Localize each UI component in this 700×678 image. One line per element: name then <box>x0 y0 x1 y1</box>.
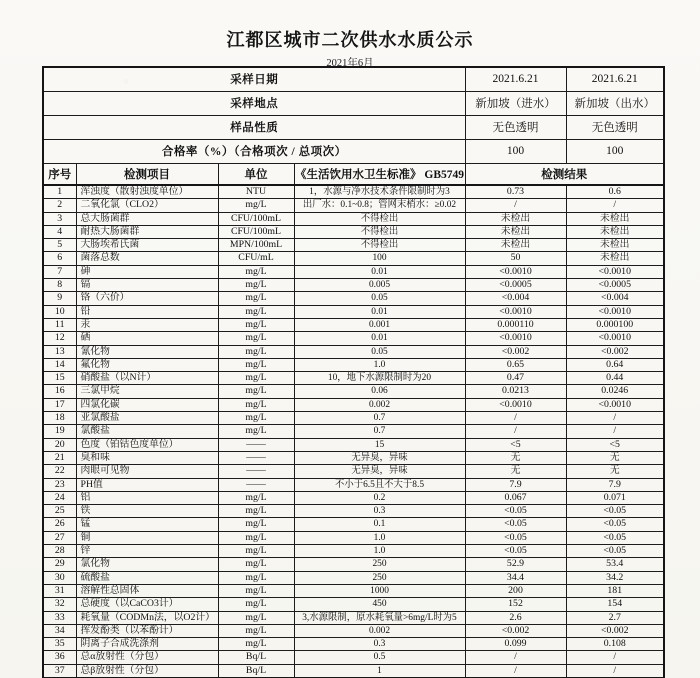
table-row <box>43 584 664 597</box>
cell-standard: 0.01 <box>294 332 465 345</box>
cell-outlet: / <box>566 199 664 212</box>
cell-no: 32 <box>43 598 76 611</box>
sample-nature-outlet: 无色透明 <box>566 115 664 139</box>
cell-standard: 1.0 <box>294 358 465 371</box>
cell-unit: mg/L <box>218 425 294 438</box>
table-row <box>43 412 664 425</box>
cell-outlet: 154 <box>566 598 664 611</box>
cell-standard: 15 <box>294 438 465 451</box>
cell-unit: mg/L <box>218 531 294 544</box>
cell-outlet: 未检出 <box>566 225 664 238</box>
cell-no: 11 <box>43 318 76 331</box>
cell-unit: NTU <box>218 185 294 199</box>
cell-standard: 0.06 <box>294 385 465 398</box>
table-row <box>43 398 664 411</box>
table-row <box>43 212 664 225</box>
cell-item: 二氧化氯（CLO2） <box>76 199 218 212</box>
cell-inlet: <0.05 <box>465 545 566 558</box>
cell-standard: 250 <box>294 571 465 584</box>
cell-no: 37 <box>43 664 76 678</box>
table-row <box>43 545 664 558</box>
cell-inlet: 未检出 <box>465 212 566 225</box>
table-row <box>43 611 664 624</box>
cell-outlet: / <box>566 664 664 678</box>
cell-item: 氯酸盐 <box>76 425 218 438</box>
cell-outlet: 53.4 <box>566 558 664 571</box>
cell-outlet: 181 <box>566 584 664 597</box>
cell-no: 29 <box>43 558 76 571</box>
table-row <box>43 358 664 371</box>
cell-standard: 出厂水：0.1~0.8；管网末梢水：≥0.02 <box>294 199 465 212</box>
cell-no: 9 <box>43 292 76 305</box>
cell-item: 砷 <box>76 265 218 278</box>
cell-no: 15 <box>43 372 76 385</box>
cell-no: 19 <box>43 425 76 438</box>
cell-item: 硫酸盐 <box>76 571 218 584</box>
cell-outlet: <0.0005 <box>566 279 664 292</box>
table-row <box>43 265 664 278</box>
cell-outlet: <0.002 <box>566 345 664 358</box>
cell-item: 耐热大肠菌群 <box>76 225 218 238</box>
sample-nature-inlet: 无色透明 <box>465 115 566 139</box>
cell-inlet: 0.0213 <box>465 385 566 398</box>
cell-standard: 10，地下水源限制时为20 <box>294 372 465 385</box>
cell-standard: 不小于6.5且不大于8.5 <box>294 478 465 491</box>
table-row <box>43 239 664 252</box>
cell-unit: mg/L <box>218 505 294 518</box>
cell-item: 硝酸盐（以N计） <box>76 372 218 385</box>
cell-no: 1 <box>43 185 76 199</box>
cell-unit: mg/L <box>218 638 294 651</box>
table-row <box>43 518 664 531</box>
cell-unit: mg/L <box>218 412 294 425</box>
cell-unit: mg/L <box>218 398 294 411</box>
cell-item: 阴离子合成洗涤剂 <box>76 638 218 651</box>
cell-standard: 0.002 <box>294 624 465 637</box>
cell-item: 三氯甲烷 <box>76 385 218 398</box>
sampling-date-label: 采样日期 <box>43 67 465 91</box>
cell-unit: mg/L <box>218 598 294 611</box>
cell-unit: mg/L <box>218 571 294 584</box>
cell-unit: —— <box>218 451 294 464</box>
cell-outlet: 未检出 <box>566 239 664 252</box>
cell-item: 铜 <box>76 531 218 544</box>
cell-no: 21 <box>43 451 76 464</box>
cell-outlet: <0.05 <box>566 518 664 531</box>
cell-standard: 1000 <box>294 584 465 597</box>
cell-item: 肉眼可见物 <box>76 465 218 478</box>
cell-inlet: / <box>465 664 566 678</box>
cell-no: 35 <box>43 638 76 651</box>
cell-no: 23 <box>43 478 76 491</box>
cell-standard: 3,水源限制，原水耗氧量>6mg/L时为5 <box>294 611 465 624</box>
cell-item: 锌 <box>76 545 218 558</box>
water-quality-table <box>42 66 665 678</box>
table-row <box>43 638 664 651</box>
table-row <box>43 345 664 358</box>
cell-standard: 无异臭，异味 <box>294 451 465 464</box>
table-row <box>43 332 664 345</box>
cell-inlet: 52.9 <box>465 558 566 571</box>
pass-rate-label: 合格率（%）（合格项次 / 总项次） <box>43 139 465 163</box>
cell-unit: mg/L <box>218 265 294 278</box>
cell-inlet: / <box>465 651 566 664</box>
pass-rate-row <box>43 139 664 163</box>
cell-inlet: <0.002 <box>465 345 566 358</box>
cell-unit: Bq/L <box>218 664 294 678</box>
column-header-item: 检测项目 <box>76 163 218 185</box>
cell-no: 7 <box>43 265 76 278</box>
cell-item: 铅 <box>76 305 218 318</box>
cell-no: 8 <box>43 279 76 292</box>
cell-inlet: 未检出 <box>465 225 566 238</box>
cell-inlet: 0.65 <box>465 358 566 371</box>
sampling-date-outlet: 2021.6.21 <box>566 67 664 91</box>
cell-outlet: 未检出 <box>566 212 664 225</box>
table-row <box>43 318 664 331</box>
cell-item: 铬（六价） <box>76 292 218 305</box>
cell-outlet: 0.108 <box>566 638 664 651</box>
cell-no: 20 <box>43 438 76 451</box>
cell-inlet: <0.004 <box>465 292 566 305</box>
cell-inlet: 34.4 <box>465 571 566 584</box>
cell-outlet: 34.2 <box>566 571 664 584</box>
cell-inlet: / <box>465 412 566 425</box>
table-row <box>43 531 664 544</box>
cell-standard: 无异臭，异味 <box>294 465 465 478</box>
cell-no: 24 <box>43 491 76 504</box>
cell-item: 锰 <box>76 518 218 531</box>
sampling-location-row <box>43 91 664 115</box>
cell-no: 6 <box>43 252 76 265</box>
cell-no: 4 <box>43 225 76 238</box>
cell-unit: mg/L <box>218 624 294 637</box>
cell-unit: mg/L <box>218 372 294 385</box>
cell-outlet: <0.0010 <box>566 398 664 411</box>
cell-no: 34 <box>43 624 76 637</box>
sample-nature-row <box>43 115 664 139</box>
table-row <box>43 385 664 398</box>
cell-standard: 1.0 <box>294 545 465 558</box>
pass-rate-outlet: 100 <box>566 139 664 163</box>
cell-standard: 0.5 <box>294 651 465 664</box>
cell-no: 27 <box>43 531 76 544</box>
cell-item: PH值 <box>76 478 218 491</box>
cell-inlet: <0.0010 <box>465 305 566 318</box>
cell-unit: mg/L <box>218 279 294 292</box>
table-row <box>43 558 664 571</box>
cell-item: 硒 <box>76 332 218 345</box>
column-header-standard: 《生活饮用水卫生标准》 GB5749 <box>294 163 465 185</box>
cell-outlet: 0.071 <box>566 491 664 504</box>
table-row <box>43 571 664 584</box>
cell-standard: 0.01 <box>294 265 465 278</box>
cell-outlet: / <box>566 412 664 425</box>
cell-no: 36 <box>43 651 76 664</box>
cell-standard: 1，水源与净水技术条件限制时为3 <box>294 185 465 199</box>
cell-outlet: 2.7 <box>566 611 664 624</box>
table-row <box>43 199 664 212</box>
cell-item: 色度（铂钴色度单位） <box>76 438 218 451</box>
cell-unit: mg/L <box>218 199 294 212</box>
cell-item: 亚氯酸盐 <box>76 412 218 425</box>
cell-standard: 不得检出 <box>294 225 465 238</box>
report-month: 2021年6月 <box>326 58 374 69</box>
cell-no: 16 <box>43 385 76 398</box>
cell-inlet: <0.0005 <box>465 279 566 292</box>
cell-item: 总大肠菌群 <box>76 212 218 225</box>
cell-outlet: 无 <box>566 451 664 464</box>
cell-unit: mg/L <box>218 358 294 371</box>
cell-inlet: 2.6 <box>465 611 566 624</box>
cell-unit: mg/L <box>218 491 294 504</box>
cell-no: 22 <box>43 465 76 478</box>
cell-item: 总β放射性（分包） <box>76 664 218 678</box>
cell-inlet: <0.0010 <box>465 398 566 411</box>
cell-item: 铝 <box>76 491 218 504</box>
cell-inlet: 50 <box>465 252 566 265</box>
cell-outlet: 0.0246 <box>566 385 664 398</box>
cell-no: 30 <box>43 571 76 584</box>
cell-item: 总α放射性（分包） <box>76 651 218 664</box>
cell-outlet: <0.004 <box>566 292 664 305</box>
cell-outlet: / <box>566 425 664 438</box>
column-header-result: 检测结果 <box>465 163 664 185</box>
cell-item: 挥发酚类（以苯酚计） <box>76 624 218 637</box>
cell-outlet: 未检出 <box>566 252 664 265</box>
pass-rate-inlet: 100 <box>465 139 566 163</box>
sampling-location-outlet: 新加坡（出水） <box>566 91 664 115</box>
cell-outlet: 0.44 <box>566 372 664 385</box>
cell-no: 12 <box>43 332 76 345</box>
cell-unit: mg/L <box>218 292 294 305</box>
cell-inlet: 无 <box>465 451 566 464</box>
cell-unit: CFU/100mL <box>218 225 294 238</box>
table-row <box>43 425 664 438</box>
cell-item: 总硬度（以CaCO3计） <box>76 598 218 611</box>
cell-unit: mg/L <box>218 518 294 531</box>
cell-inlet: <0.0010 <box>465 332 566 345</box>
table-row <box>43 664 664 678</box>
cell-unit: mg/L <box>218 558 294 571</box>
cell-item: 四氯化碳 <box>76 398 218 411</box>
cell-no: 5 <box>43 239 76 252</box>
table-row <box>43 185 664 199</box>
cell-unit: mg/L <box>218 584 294 597</box>
cell-standard: 0.01 <box>294 305 465 318</box>
cell-inlet: <0.05 <box>465 531 566 544</box>
cell-unit: —— <box>218 465 294 478</box>
sample-nature-label: 样品性质 <box>43 115 465 139</box>
cell-unit: mg/L <box>218 385 294 398</box>
cell-inlet: 0.067 <box>465 491 566 504</box>
sampling-location-label: 采样地点 <box>43 91 465 115</box>
cell-inlet: 未检出 <box>465 239 566 252</box>
sampling-date-inlet: 2021.6.21 <box>465 67 566 91</box>
cell-standard: 不得检出 <box>294 212 465 225</box>
cell-outlet: 7.9 <box>566 478 664 491</box>
table-row <box>43 505 664 518</box>
cell-inlet: 0.099 <box>465 638 566 651</box>
cell-unit: mg/L <box>218 332 294 345</box>
table-row <box>43 465 664 478</box>
cell-inlet: 7.9 <box>465 478 566 491</box>
cell-standard: 0.7 <box>294 412 465 425</box>
page-title: 江都区城市二次供水水质公示 <box>226 30 474 50</box>
cell-inlet: <0.05 <box>465 518 566 531</box>
cell-item: 镉 <box>76 279 218 292</box>
cell-outlet: <5 <box>566 438 664 451</box>
cell-inlet: 无 <box>465 465 566 478</box>
table-info-section <box>43 67 664 185</box>
cell-no: 26 <box>43 518 76 531</box>
table-row <box>43 292 664 305</box>
table-row <box>43 372 664 385</box>
table-row <box>43 279 664 292</box>
cell-item: 氰化物 <box>76 345 218 358</box>
cell-no: 13 <box>43 345 76 358</box>
table-row <box>43 225 664 238</box>
cell-unit: mg/L <box>218 611 294 624</box>
column-header-no: 序号 <box>43 163 76 185</box>
cell-outlet: <0.05 <box>566 505 664 518</box>
column-header-unit: 单位 <box>218 163 294 185</box>
cell-outlet: / <box>566 651 664 664</box>
table-body <box>43 185 664 678</box>
cell-unit: mg/L <box>218 318 294 331</box>
cell-outlet: 无 <box>566 465 664 478</box>
cell-item: 大肠埃希氏菌 <box>76 239 218 252</box>
table-row <box>43 624 664 637</box>
cell-inlet: / <box>465 199 566 212</box>
cell-inlet: <0.002 <box>465 624 566 637</box>
cell-standard: 0.3 <box>294 638 465 651</box>
cell-outlet: <0.0010 <box>566 332 664 345</box>
cell-inlet: <5 <box>465 438 566 451</box>
cell-unit: mg/L <box>218 305 294 318</box>
cell-unit: CFU/100mL <box>218 212 294 225</box>
cell-no: 31 <box>43 584 76 597</box>
cell-no: 33 <box>43 611 76 624</box>
cell-no: 17 <box>43 398 76 411</box>
cell-unit: mg/L <box>218 345 294 358</box>
cell-item: 铁 <box>76 505 218 518</box>
cell-unit: mg/L <box>218 545 294 558</box>
cell-inlet: 200 <box>465 584 566 597</box>
cell-standard: 0.05 <box>294 345 465 358</box>
cell-no: 25 <box>43 505 76 518</box>
cell-no: 10 <box>43 305 76 318</box>
cell-outlet: 0.000100 <box>566 318 664 331</box>
cell-unit: —— <box>218 438 294 451</box>
cell-outlet: <0.05 <box>566 545 664 558</box>
cell-standard: 1.0 <box>294 531 465 544</box>
cell-standard: 250 <box>294 558 465 571</box>
sampling-location-inlet: 新加坡（进水） <box>465 91 566 115</box>
cell-item: 氟化物 <box>76 358 218 371</box>
table-row <box>43 491 664 504</box>
cell-item: 臭和味 <box>76 451 218 464</box>
cell-inlet: 0.73 <box>465 185 566 199</box>
cell-item: 耗氧量（CODMn法，以O2计） <box>76 611 218 624</box>
cell-unit: —— <box>218 478 294 491</box>
cell-unit: Bq/L <box>218 651 294 664</box>
table-row <box>43 478 664 491</box>
table-row <box>43 451 664 464</box>
cell-no: 28 <box>43 545 76 558</box>
cell-item: 溶解性总固体 <box>76 584 218 597</box>
cell-no: 2 <box>43 199 76 212</box>
cell-no: 18 <box>43 412 76 425</box>
cell-inlet: 0.47 <box>465 372 566 385</box>
cell-item: 浑浊度（散射浊度单位） <box>76 185 218 199</box>
cell-inlet: / <box>465 425 566 438</box>
cell-standard: 0.7 <box>294 425 465 438</box>
table-row <box>43 598 664 611</box>
cell-item: 氯化物 <box>76 558 218 571</box>
cell-standard: 0.2 <box>294 491 465 504</box>
cell-inlet: <0.0010 <box>465 265 566 278</box>
table-row <box>43 252 664 265</box>
cell-unit: MPN/100mL <box>218 239 294 252</box>
cell-inlet: 0.000110 <box>465 318 566 331</box>
cell-standard: 450 <box>294 598 465 611</box>
cell-no: 3 <box>43 212 76 225</box>
table-row <box>43 438 664 451</box>
cell-standard: 100 <box>294 252 465 265</box>
cell-no: 14 <box>43 358 76 371</box>
cell-item: 汞 <box>76 318 218 331</box>
cell-outlet: 0.64 <box>566 358 664 371</box>
cell-standard: 1 <box>294 664 465 678</box>
cell-standard: 0.3 <box>294 505 465 518</box>
cell-inlet: <0.05 <box>465 505 566 518</box>
cell-standard: 0.05 <box>294 292 465 305</box>
cell-outlet: <0.05 <box>566 531 664 544</box>
cell-outlet: 0.6 <box>566 185 664 199</box>
cell-standard: 不得检出 <box>294 239 465 252</box>
cell-outlet: <0.0010 <box>566 305 664 318</box>
table-row <box>43 651 664 664</box>
cell-standard: 0.005 <box>294 279 465 292</box>
sampling-date-row <box>43 67 664 91</box>
cell-unit: CFU/mL <box>218 252 294 265</box>
table-row <box>43 305 664 318</box>
column-header-row <box>43 163 664 185</box>
cell-outlet: <0.002 <box>566 624 664 637</box>
cell-standard: 0.001 <box>294 318 465 331</box>
cell-inlet: 152 <box>465 598 566 611</box>
cell-outlet: <0.0010 <box>566 265 664 278</box>
cell-standard: 0.1 <box>294 518 465 531</box>
cell-standard: 0.002 <box>294 398 465 411</box>
cell-item: 菌落总数 <box>76 252 218 265</box>
